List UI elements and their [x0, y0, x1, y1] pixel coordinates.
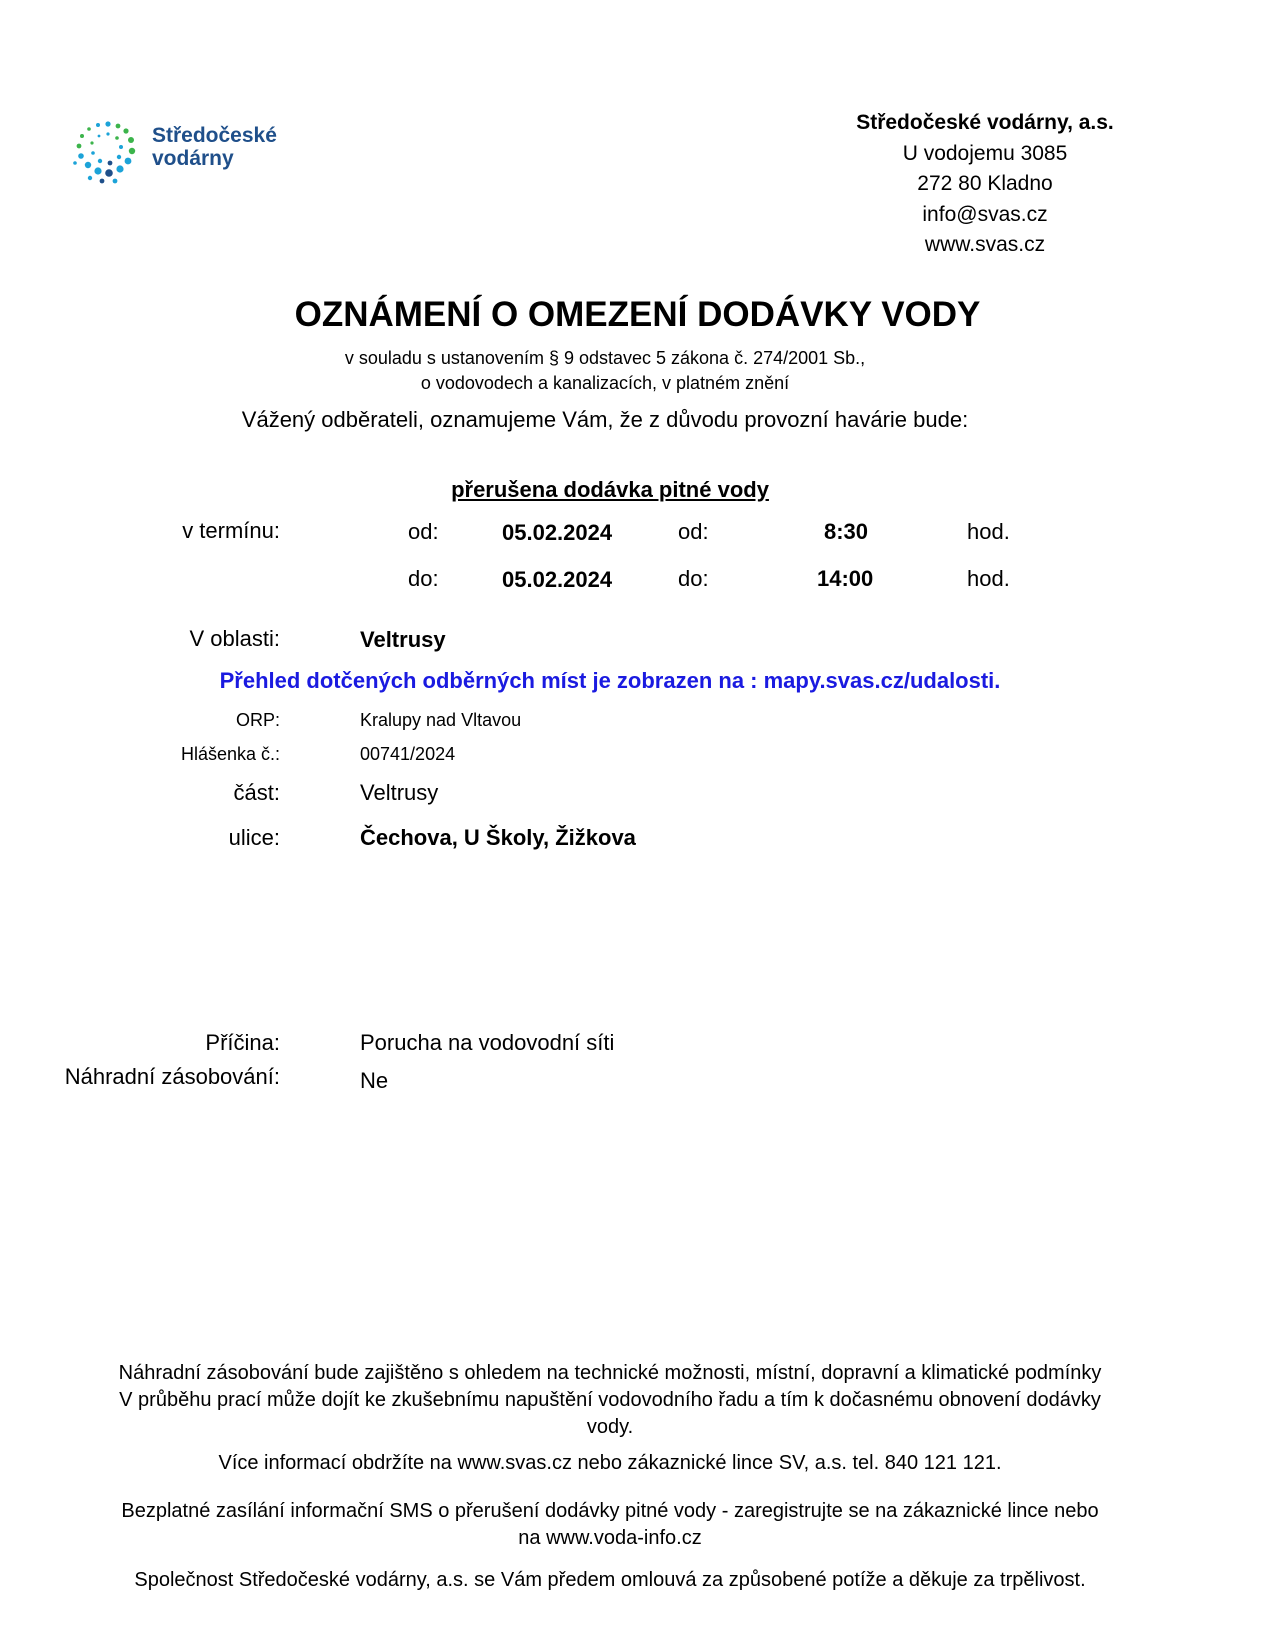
note-3-line-1: Bezplatné zasílání informační SMS o přerušení dodávky pitné vody - zaregistrujte se na zákaznické lince nebo [121, 1500, 1099, 1522]
term-to-unit: hod. [967, 566, 1010, 591]
term-to-time: 14:00 [817, 566, 874, 591]
term-to-time-label: do: [678, 566, 709, 591]
orp-label: ORP: [235, 710, 280, 730]
water-drops-icon [70, 118, 150, 188]
company-street: U vodojemu 3085 [902, 141, 1068, 165]
term-to-label: do: [408, 566, 439, 591]
legal-reference [0, 346, 1210, 396]
term-from-date: 05.02.2024 [502, 520, 613, 545]
logo-text [152, 124, 277, 170]
streets-label: ulice: [228, 825, 280, 850]
note-apology: Společnost Středočeské vodárny, a.s. se Vám předem omlouvá za způsobené potíže a děkuje za trpělivost. [134, 1569, 1086, 1591]
note-1-line-1: Náhradní zásobování bude zajištěno s ohledem na technické možnosti, místní, dopravní a klimatické podmínky [118, 1362, 1102, 1384]
term-from-time: 8:30 [824, 519, 869, 544]
company-address [820, 108, 1150, 261]
legal-line-2: o vodovodech a kanalizacích, v platném znění [420, 373, 790, 393]
report-label: Hlášenka č.: [180, 744, 280, 764]
company-name: Středočeské vodárny, a.s. [856, 111, 1114, 134]
company-city: 272 80 Kladno [917, 172, 1053, 195]
orp-value: Kralupy nad Vltavou [360, 710, 522, 730]
note-more-info: Více informací obdržíte na www.svas.cz nebo zákaznické lince SV, a.s. tel. 840 121 121. [218, 1452, 1002, 1474]
logo-line-2: vodárny [152, 147, 234, 170]
cause-value: Porucha na vodovodní síti [360, 1030, 615, 1055]
note-sms [30, 1498, 1190, 1552]
part-label: část: [233, 780, 280, 805]
cause-label: Příčina: [205, 1030, 280, 1055]
company-web[interactable]: www.svas.cz [924, 233, 1046, 256]
term-from-unit: hod. [967, 519, 1010, 544]
area-value: Veltrusy [360, 627, 446, 652]
part-value: Veltrusy [360, 780, 439, 805]
streets-value: Čechova, U Školy, Žižkova [360, 825, 636, 850]
legal-line-1: v souladu s ustanovením § 9 odstavec 5 zákona č. 274/2001 Sb., [344, 348, 866, 368]
report-value: 00741/2024 [360, 744, 456, 764]
interruption-heading: přerušena dodávka pitné vody [451, 477, 769, 502]
company-email[interactable]: info@svas.cz [922, 202, 1048, 226]
term-from-time-label: od: [678, 519, 709, 544]
supply-label: Náhradní zásobování: [64, 1064, 280, 1089]
term-from-label: od: [408, 519, 439, 544]
note-1-line-2: V průběhu prací může dojít ke zkušebnímu napuštění vodovodního řadu a tím k dočasnému obnovení dodávky [119, 1389, 1101, 1411]
page-title: OZNÁMENÍ O OMEZENÍ DODÁVKY VODY [294, 295, 981, 334]
note-replacement-supply [30, 1360, 1190, 1441]
term-to-date: 05.02.2024 [502, 567, 613, 592]
note-1-line-3: vody. [586, 1416, 634, 1438]
term-label: v termínu: [182, 518, 280, 543]
company-logo [70, 118, 310, 188]
affected-places-link[interactable]: Přehled dotčených odběrných míst je zobrazen na : mapy.svas.cz/udalosti. [219, 668, 1001, 693]
area-label: V oblasti: [189, 626, 280, 651]
supply-value: Ne [360, 1068, 389, 1093]
greeting: Vážený odběrateli, oznamujeme Vám, že z důvodu provozní havárie bude: [241, 407, 969, 432]
logo-line-1: Středočeské [152, 124, 277, 147]
note-3-line-2: na www.voda-info.cz [518, 1527, 702, 1549]
